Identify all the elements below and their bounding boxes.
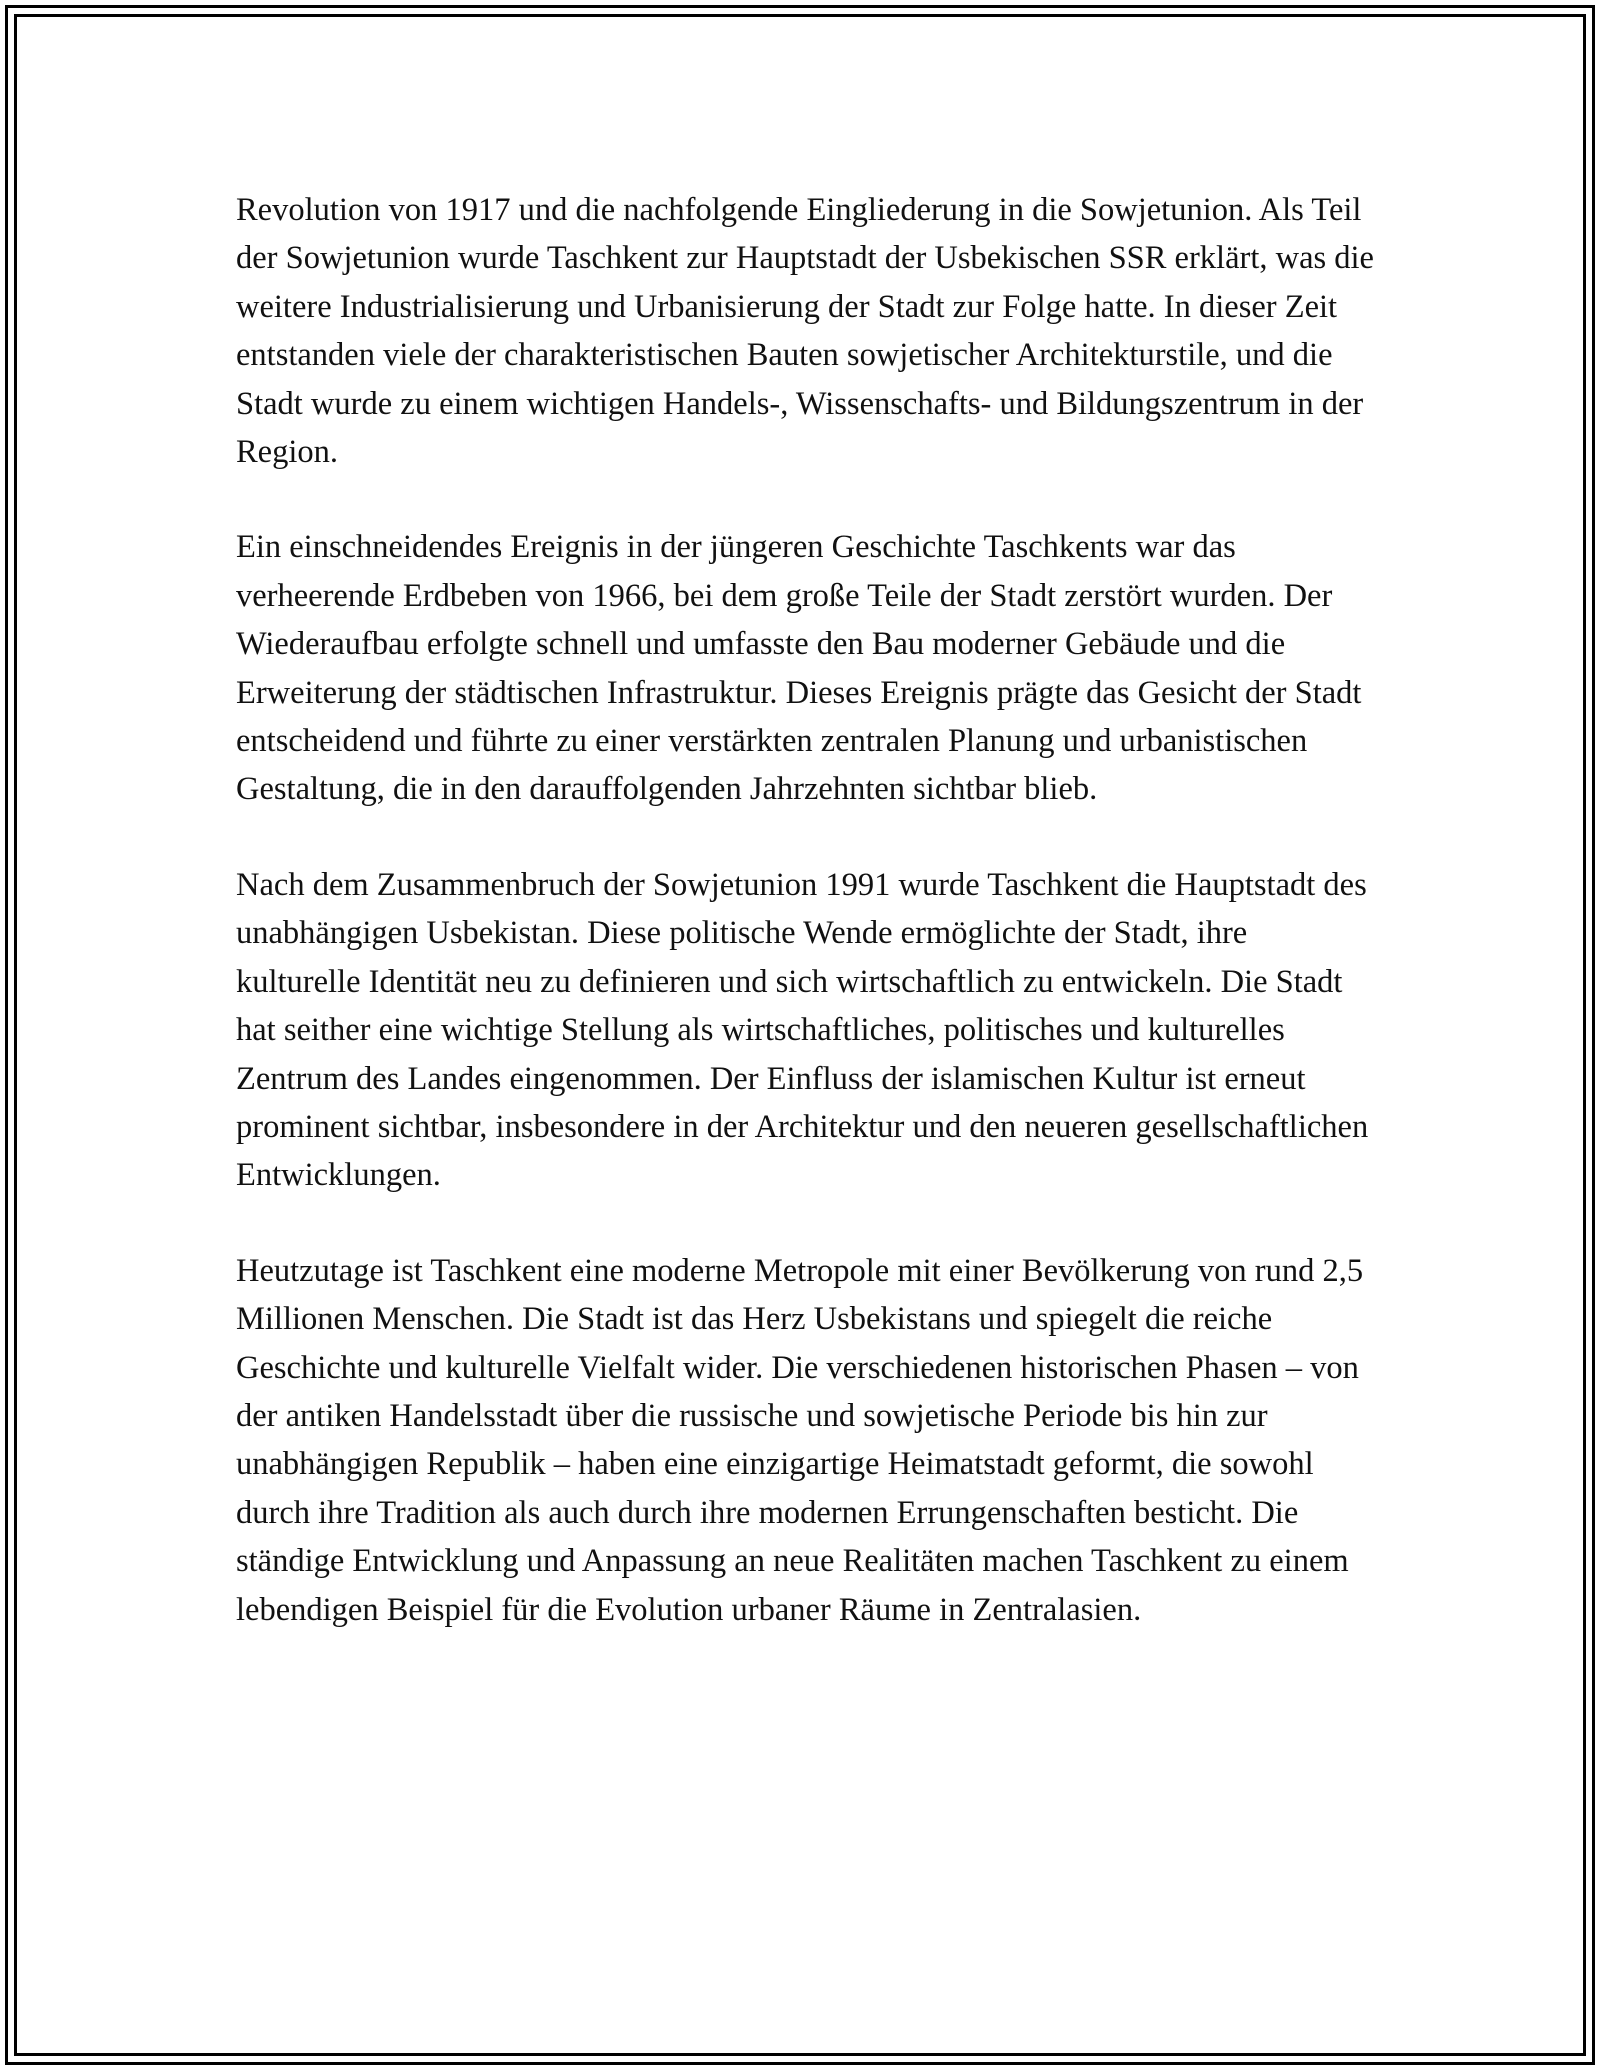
paragraph-soviet-era: Revolution von 1917 und die nachfolgende Eingliederung in die Sowjetunion. Als Teil der Sowjetunion wurde Taschkent zur Hauptstadt der Usbekischen SSR erklärt, was die weitere Industrialisierung und Urbanisierung der Stadt zur Folge hatte. In dieser Zeit entstanden viele der charakteristischen Bauten sowjetischer Architekturstile, und die Stadt wurde zu einem wichtigen Handels-, Wissenschafts- und Bildungszentrum in der Region. bbox=[236, 192, 1374, 471]
paragraph-earthquake-1966: Ein einschneidendes Ereignis in der jüngeren Geschichte Taschkents war das verheerende Erdbeben von 1966, bei dem große Teile der Stadt zerstört wurden. Der Wiederaufbau erfolgte schnell und umfasste den Bau moderner Gebäude und die Erweiterung der städtischen Infrastruktur. Dieses Ereignis prägte das Gesicht der Stadt entscheidend und führte zu einer verstärkten zentralen Planung und urbanistischen Gestaltung, die in den darauffolgenden Jahrzehnten sichtbar blieb. bbox=[236, 529, 1362, 808]
paragraph-independence: Nach dem Zusammenbruch der Sowjetunion 1991 wurde Taschkent die Hauptstadt des unabhängigen Usbekistan. Diese politische Wende ermöglichte der Stadt, ihre kulturelle Identität neu zu definieren und sich wirtschaftlich zu entwickeln. Die Stadt hat seither eine wichtige Stellung als wirtschaftliches, politisches und kulturelles Zentrum des Landes eingenommen. Der Einfluss der islamischen Kultur ist erneut prominent sichtbar, insbesondere in der Architektur und den neueren gesellschaftlichen Entwicklungen. bbox=[236, 866, 1369, 1194]
paragraph-modern-tashkent: Heutzutage ist Taschkent eine moderne Metropole mit einer Bevölkerung von rund 2,5 Millionen Menschen. Die Stadt ist das Herz Usbekistans und spiegelt die reiche Geschichte und kulturelle Vielfalt wider. Die verschiedenen historischen Phasen – von der antiken Handelsstadt über die russische und sowjetische Periode bis hin zur unabhängigen Republik – haben eine einzigartige Heimatstadt geformt, die sowohl durch ihre Tradition als auch durch ihre modernen Errungenschaften besticht. Die ständige Entwicklung und Anpassung an neue Realitäten machen Taschkent zu einem lebendigen Beispiel für die Evolution urbaner Räume in Zentralasien. bbox=[236, 1252, 1364, 1628]
document-body bbox=[236, 186, 1376, 1634]
